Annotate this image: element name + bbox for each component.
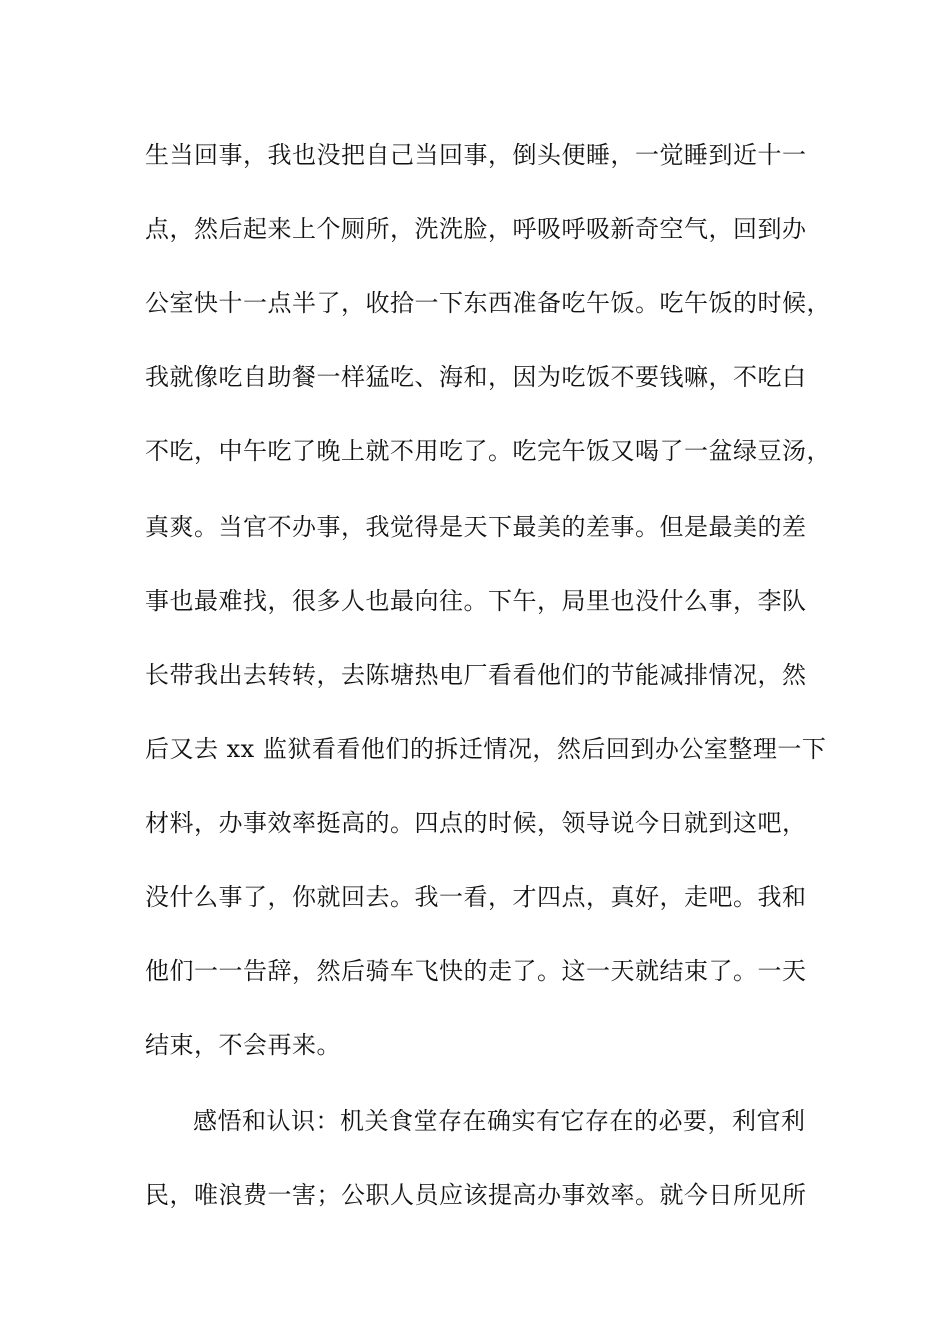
- text-line: 事也最难找，很多人也最向往。下午，局里也没什么事，李队: [145, 587, 807, 615]
- text-line: 不吃，中午吃了晚上就不用吃了。吃完午饭又喝了一盆绿豆汤，: [145, 437, 831, 465]
- text-line: 结束，不会再来。: [145, 1031, 341, 1059]
- text-line: 后又去 xx 监狱看看他们的拆迁情况，然后回到办公室整理一下: [145, 735, 827, 763]
- text-line: 长带我出去转转，去陈塘热电厂看看他们的节能减排情况，然: [145, 661, 807, 689]
- text-line: 他们一一告辞，然后骑车飞快的走了。这一天就结束了。一天: [145, 957, 807, 985]
- text-line: 民，唯浪费一害；公职人员应该提高办事效率。就今日所见所: [145, 1181, 807, 1209]
- text-line: 点，然后起来上个厕所，洗洗脸，呼吸呼吸新奇空气，回到办: [145, 215, 807, 243]
- text-line: 材料，办事效率挺高的。四点的时候，领导说今日就到这吧，: [145, 809, 807, 837]
- text-line: 没什么事了，你就回去。我一看，才四点，真好，走吧。我和: [145, 883, 807, 911]
- text-line: 我就像吃自助餐一样猛吃、海和，因为吃饭不要钱嘛，不吃白: [145, 363, 807, 391]
- text-line: 公室快十一点半了，收拾一下东西准备吃午饭。吃午饭的时候，: [145, 289, 831, 317]
- paragraph-start-line: 感悟和认识：机关食堂存在确实有它存在的必要，利官利: [193, 1107, 806, 1135]
- text-line: 生当回事，我也没把自己当回事，倒头便睡，一觉睡到近十一: [145, 141, 807, 169]
- text-line: 真爽。当官不办事，我觉得是天下最美的差事。但是最美的差: [145, 513, 807, 541]
